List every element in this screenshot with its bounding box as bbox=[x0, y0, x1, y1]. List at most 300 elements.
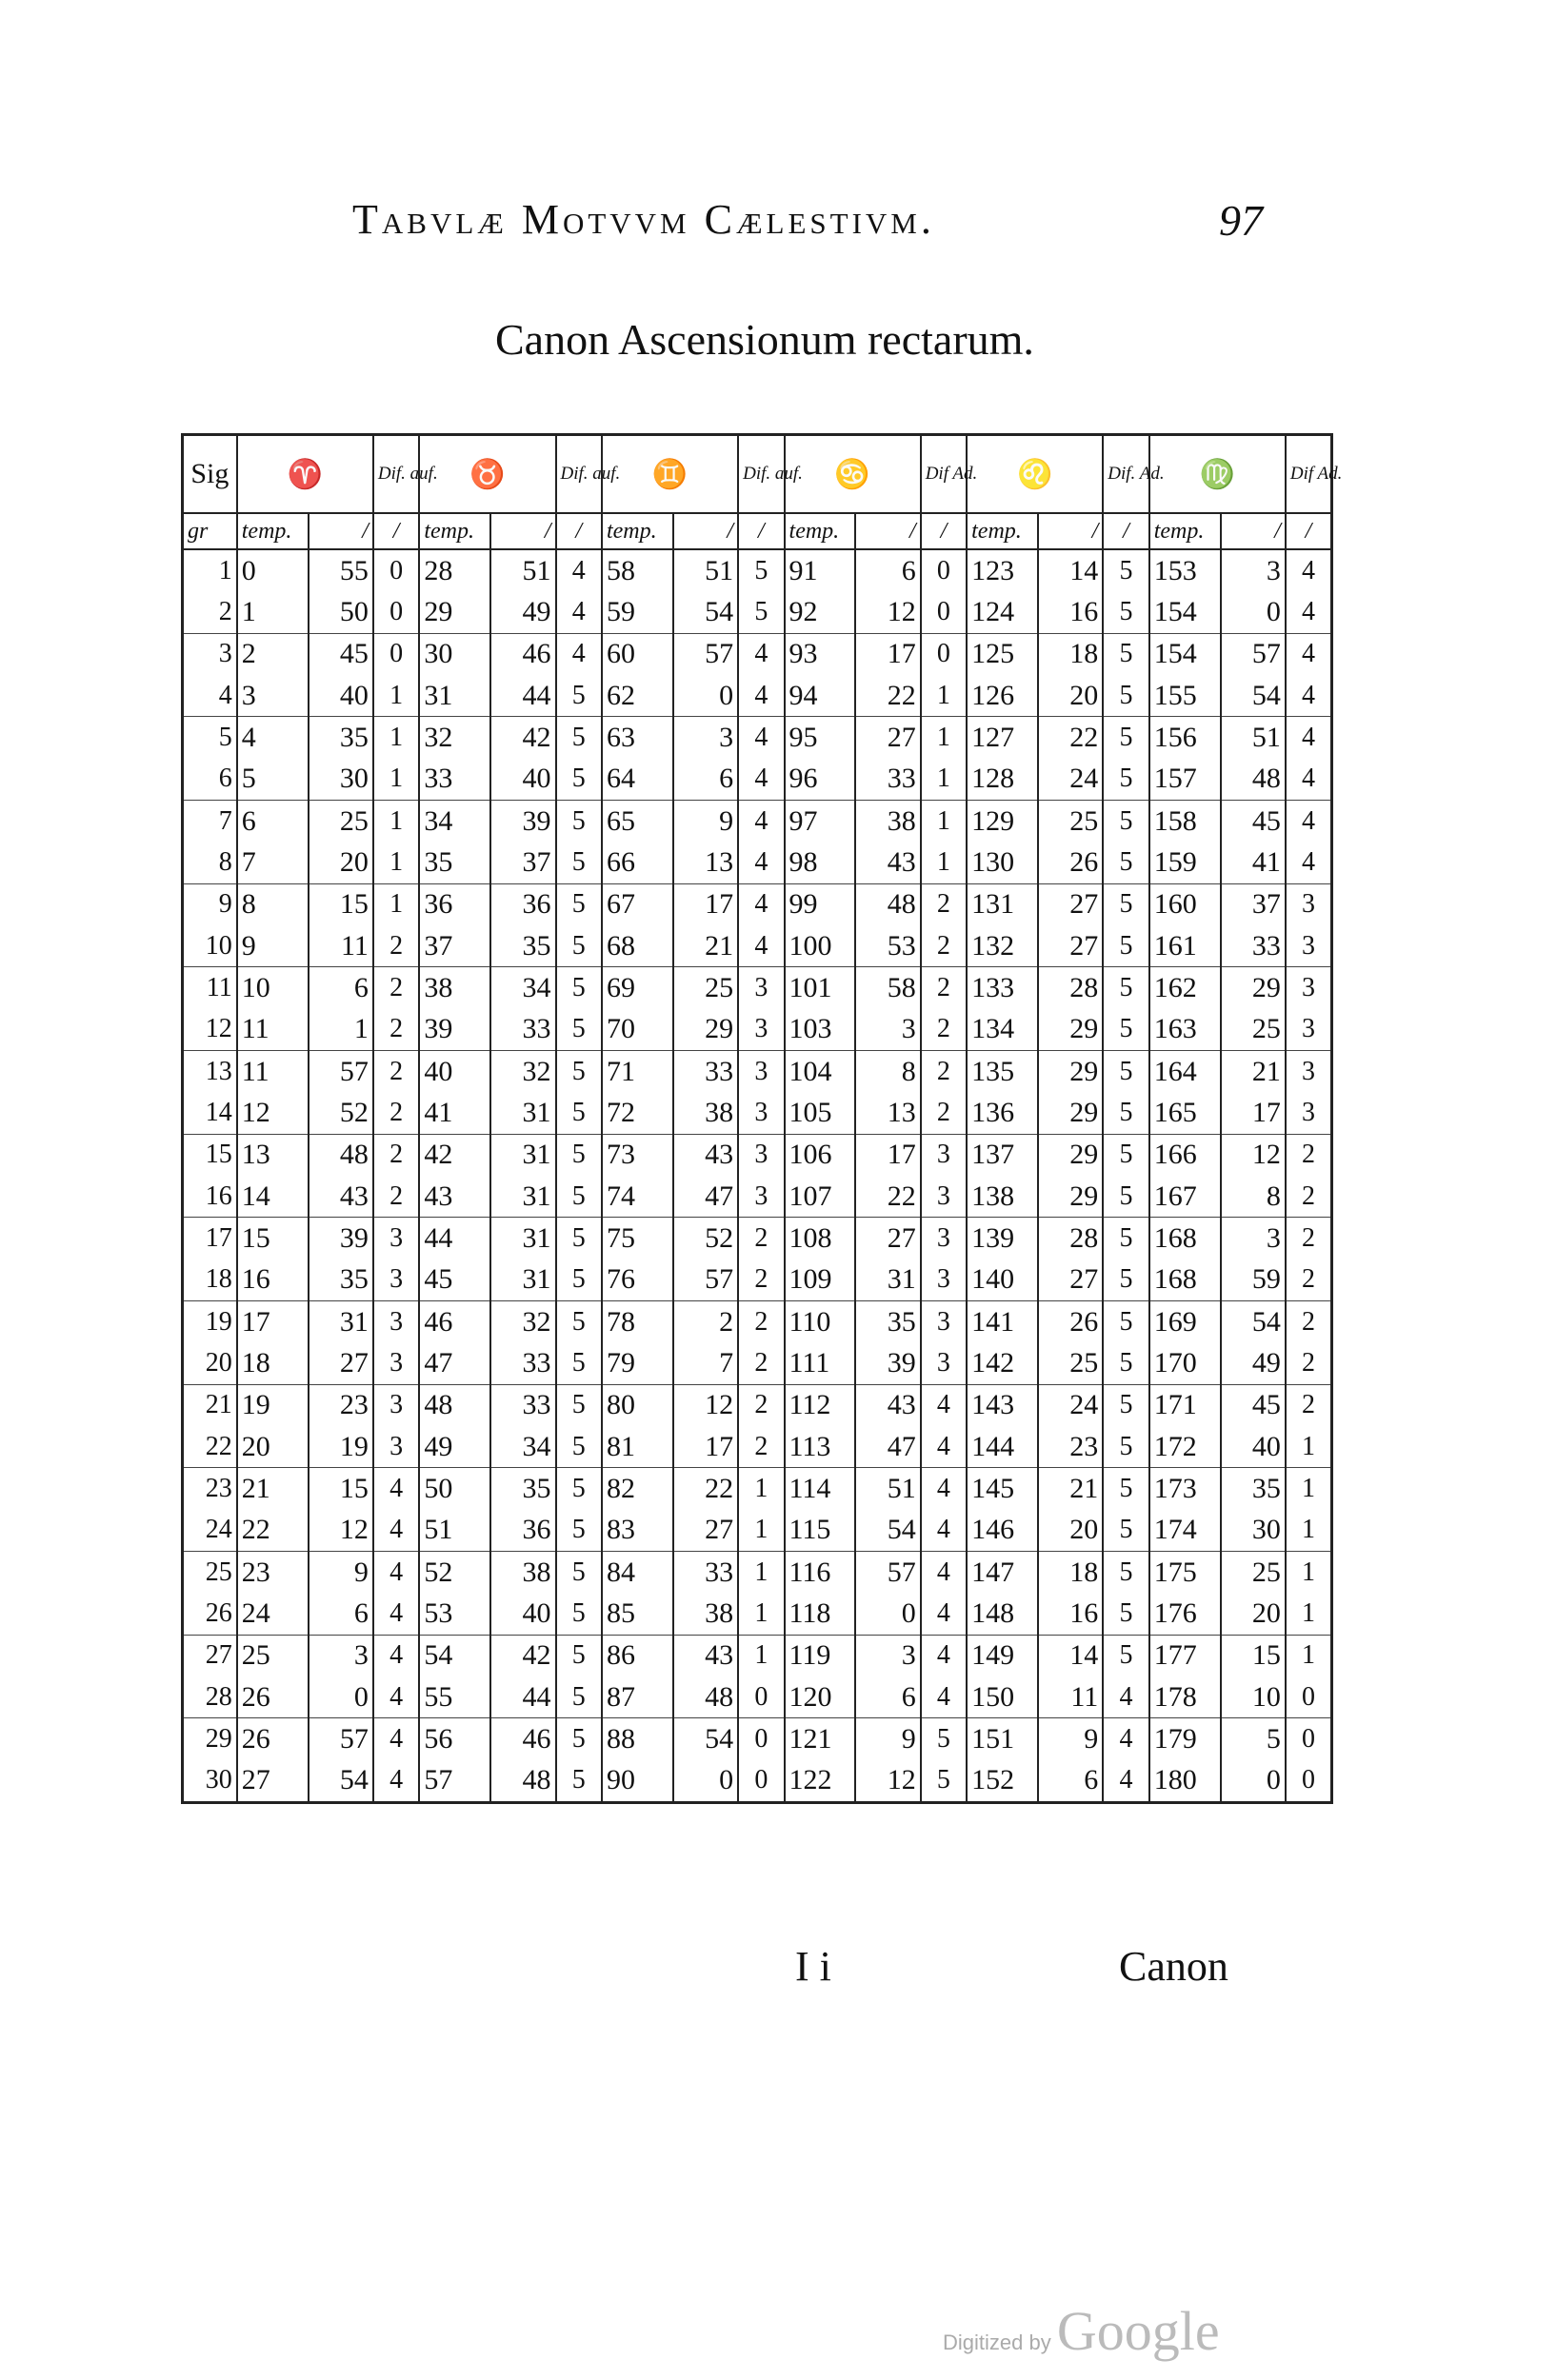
temp-minutes-cell: 35 bbox=[490, 1468, 555, 1510]
temp-minutes-cell: 52 bbox=[673, 1218, 738, 1259]
temp-minutes-cell: 23 bbox=[1038, 1426, 1103, 1468]
temp-degrees-cell: 160 bbox=[1149, 883, 1221, 925]
temp-degrees-cell: 8 bbox=[237, 883, 309, 925]
temp-minutes-cell: 38 bbox=[673, 1092, 738, 1134]
temp-degrees-cell: 99 bbox=[785, 883, 856, 925]
difference-cell: 5 bbox=[1103, 1551, 1148, 1593]
temp-minutes-cell: 34 bbox=[490, 1426, 555, 1468]
temp-minutes-cell: 3 bbox=[1221, 549, 1286, 591]
difference-cell: 1 bbox=[1286, 1551, 1332, 1593]
temp-minutes-cell: 17 bbox=[855, 633, 920, 675]
difference-cell: 1 bbox=[738, 1468, 784, 1510]
temp-minutes-cell: 9 bbox=[855, 1718, 920, 1760]
difference-cell: 0 bbox=[921, 591, 967, 633]
min-subheader: / bbox=[673, 513, 738, 549]
difference-cell: 5 bbox=[1103, 1259, 1148, 1301]
difference-cell: 5 bbox=[921, 1718, 967, 1760]
temp-degrees-cell: 74 bbox=[602, 1176, 673, 1218]
temp-degrees-cell: 69 bbox=[602, 967, 673, 1009]
temp-minutes-cell: 21 bbox=[1221, 1050, 1286, 1092]
temp-minutes-cell: 10 bbox=[1221, 1676, 1286, 1718]
temp-minutes-cell: 48 bbox=[1221, 759, 1286, 801]
temp-minutes-cell: 9 bbox=[673, 800, 738, 842]
degree-cell: 27 bbox=[183, 1635, 237, 1676]
temp-degrees-cell: 78 bbox=[602, 1300, 673, 1342]
table-row bbox=[183, 1593, 1332, 1635]
difference-cell: 3 bbox=[921, 1218, 967, 1259]
temp-degrees-cell: 82 bbox=[602, 1468, 673, 1510]
temp-degrees-cell: 81 bbox=[602, 1426, 673, 1468]
temp-degrees-cell: 113 bbox=[785, 1426, 856, 1468]
difference-cell: 3 bbox=[738, 1050, 784, 1092]
temp-degrees-cell: 130 bbox=[967, 842, 1038, 883]
temp-degrees-cell: 13 bbox=[237, 1134, 309, 1176]
temp-minutes-cell: 50 bbox=[309, 591, 373, 633]
temp-minutes-cell: 0 bbox=[309, 1676, 373, 1718]
dif-header-1: Dif. auf. bbox=[373, 435, 419, 514]
dif-header-3: Dif. auf. bbox=[738, 435, 784, 514]
degree-cell: 10 bbox=[183, 925, 237, 967]
difference-cell: 2 bbox=[1286, 1218, 1332, 1259]
difference-cell: 3 bbox=[1286, 925, 1332, 967]
difference-cell: 4 bbox=[921, 1635, 967, 1676]
temp-degrees-cell: 3 bbox=[237, 675, 309, 717]
temp-minutes-cell: 3 bbox=[309, 1635, 373, 1676]
difference-cell: 2 bbox=[921, 967, 967, 1009]
temp-minutes-cell: 17 bbox=[673, 883, 738, 925]
difference-cell: 3 bbox=[1286, 1009, 1332, 1051]
temp-minutes-cell: 41 bbox=[1221, 842, 1286, 883]
temp-minutes-cell: 25 bbox=[1038, 800, 1103, 842]
temp-degrees-cell: 116 bbox=[785, 1551, 856, 1593]
dif-header-4: Dif Ad. bbox=[921, 435, 967, 514]
dif-header-2: Dif. auf. bbox=[556, 435, 602, 514]
difference-cell: 5 bbox=[1103, 1593, 1148, 1635]
degree-cell: 8 bbox=[183, 842, 237, 883]
difference-cell: 2 bbox=[373, 1009, 419, 1051]
temp-minutes-cell: 22 bbox=[855, 1176, 920, 1218]
difference-cell: 4 bbox=[556, 591, 602, 633]
difference-cell: 1 bbox=[921, 675, 967, 717]
temp-degrees-cell: 111 bbox=[785, 1342, 856, 1384]
temp-degrees-cell: 159 bbox=[1149, 842, 1221, 883]
difference-cell: 5 bbox=[1103, 1510, 1148, 1552]
temp-minutes-cell: 31 bbox=[490, 1134, 555, 1176]
difference-cell: 2 bbox=[738, 1259, 784, 1301]
temp-degrees-cell: 97 bbox=[785, 800, 856, 842]
difference-cell: 4 bbox=[921, 1426, 967, 1468]
temp-minutes-cell: 0 bbox=[855, 1593, 920, 1635]
temp-degrees-cell: 43 bbox=[419, 1176, 490, 1218]
temp-minutes-cell: 40 bbox=[1221, 1426, 1286, 1468]
difference-cell: 4 bbox=[1103, 1676, 1148, 1718]
temp-minutes-cell: 31 bbox=[490, 1176, 555, 1218]
difference-cell: 0 bbox=[738, 1760, 784, 1803]
table-row bbox=[183, 1468, 1332, 1510]
sign-header-1: ♈ bbox=[237, 435, 373, 514]
temp-minutes-cell: 6 bbox=[309, 1593, 373, 1635]
difference-cell: 5 bbox=[1103, 591, 1148, 633]
difference-cell: 5 bbox=[556, 883, 602, 925]
table-row bbox=[183, 549, 1332, 591]
temp-degrees-cell: 24 bbox=[237, 1593, 309, 1635]
sign-header-2: ♉ bbox=[419, 435, 555, 514]
temp-degrees-cell: 96 bbox=[785, 759, 856, 801]
difference-cell: 4 bbox=[921, 1551, 967, 1593]
temp-degrees-cell: 172 bbox=[1149, 1426, 1221, 1468]
temp-minutes-cell: 12 bbox=[1221, 1134, 1286, 1176]
difference-cell: 1 bbox=[1286, 1426, 1332, 1468]
difference-cell: 4 bbox=[373, 1760, 419, 1803]
temp-degrees-cell: 146 bbox=[967, 1510, 1038, 1552]
table-body bbox=[183, 549, 1332, 1803]
temp-degrees-cell: 148 bbox=[967, 1593, 1038, 1635]
table-row bbox=[183, 842, 1332, 883]
temp-degrees-cell: 22 bbox=[237, 1510, 309, 1552]
temp-degrees-cell: 156 bbox=[1149, 717, 1221, 759]
temp-degrees-cell: 168 bbox=[1149, 1218, 1221, 1259]
temp-minutes-cell: 25 bbox=[309, 800, 373, 842]
difference-cell: 2 bbox=[738, 1342, 784, 1384]
difference-cell: 5 bbox=[1103, 759, 1148, 801]
degree-cell: 29 bbox=[183, 1718, 237, 1760]
temp-degrees-cell: 39 bbox=[419, 1009, 490, 1051]
temp-degrees-cell: 5 bbox=[237, 759, 309, 801]
difference-cell: 0 bbox=[921, 633, 967, 675]
difference-cell: 2 bbox=[373, 1092, 419, 1134]
table-row bbox=[183, 1218, 1332, 1259]
page-number: 97 bbox=[1219, 196, 1263, 245]
temp-minutes-cell: 16 bbox=[1038, 1593, 1103, 1635]
difference-cell: 4 bbox=[1286, 675, 1332, 717]
difference-cell: 5 bbox=[556, 1384, 602, 1426]
temp-degrees-cell: 86 bbox=[602, 1635, 673, 1676]
difference-cell: 3 bbox=[373, 1342, 419, 1384]
degree-cell: 19 bbox=[183, 1300, 237, 1342]
difference-cell: 4 bbox=[1103, 1760, 1148, 1803]
difference-cell: 4 bbox=[1286, 591, 1332, 633]
temp-degrees-cell: 38 bbox=[419, 967, 490, 1009]
difference-cell: 4 bbox=[921, 1384, 967, 1426]
temp-degrees-cell: 65 bbox=[602, 800, 673, 842]
temp-degrees-cell: 48 bbox=[419, 1384, 490, 1426]
table-row bbox=[183, 967, 1332, 1009]
difference-cell: 1 bbox=[738, 1510, 784, 1552]
temp-minutes-cell: 35 bbox=[309, 717, 373, 759]
degree-cell: 23 bbox=[183, 1468, 237, 1510]
temp-minutes-cell: 33 bbox=[490, 1342, 555, 1384]
difference-cell: 4 bbox=[1286, 717, 1332, 759]
temp-minutes-cell: 33 bbox=[490, 1009, 555, 1051]
temp-degrees-cell: 131 bbox=[967, 883, 1038, 925]
difference-cell: 4 bbox=[373, 1676, 419, 1718]
difference-cell: 1 bbox=[373, 883, 419, 925]
table-row bbox=[183, 1050, 1332, 1092]
dif-subheader: / bbox=[1103, 513, 1148, 549]
temp-minutes-cell: 27 bbox=[855, 1218, 920, 1259]
temp-degrees-cell: 105 bbox=[785, 1092, 856, 1134]
temp-degrees-cell: 128 bbox=[967, 759, 1038, 801]
temp-minutes-cell: 17 bbox=[673, 1426, 738, 1468]
temp-degrees-cell: 129 bbox=[967, 800, 1038, 842]
temp-minutes-cell: 33 bbox=[673, 1050, 738, 1092]
temp-minutes-cell: 22 bbox=[855, 675, 920, 717]
temp-minutes-cell: 29 bbox=[1038, 1050, 1103, 1092]
degree-cell: 28 bbox=[183, 1676, 237, 1718]
difference-cell: 2 bbox=[921, 1009, 967, 1051]
sign-header-4: ♋ bbox=[785, 435, 921, 514]
temp-minutes-cell: 44 bbox=[490, 675, 555, 717]
temp-minutes-cell: 36 bbox=[490, 883, 555, 925]
temp-degrees-cell: 36 bbox=[419, 883, 490, 925]
temp-degrees-cell: 177 bbox=[1149, 1635, 1221, 1676]
temp-minutes-cell: 17 bbox=[855, 1134, 920, 1176]
temp-minutes-cell: 51 bbox=[855, 1468, 920, 1510]
temp-minutes-cell: 54 bbox=[1221, 675, 1286, 717]
difference-cell: 0 bbox=[373, 549, 419, 591]
temp-degrees-cell: 145 bbox=[967, 1468, 1038, 1510]
difference-cell: 3 bbox=[738, 1134, 784, 1176]
temp-degrees-cell: 56 bbox=[419, 1718, 490, 1760]
temp-degrees-cell: 155 bbox=[1149, 675, 1221, 717]
running-head: Tabvlæ Motvvm Cælestivm. bbox=[352, 196, 935, 243]
temp-minutes-cell: 27 bbox=[855, 717, 920, 759]
temp-minutes-cell: 8 bbox=[1221, 1176, 1286, 1218]
temp-degrees-cell: 142 bbox=[967, 1342, 1038, 1384]
degree-cell: 17 bbox=[183, 1218, 237, 1259]
difference-cell: 5 bbox=[556, 1259, 602, 1301]
temp-degrees-cell: 124 bbox=[967, 591, 1038, 633]
difference-cell: 4 bbox=[1286, 633, 1332, 675]
temp-subheader: temp. bbox=[237, 513, 309, 549]
difference-cell: 2 bbox=[1286, 1134, 1332, 1176]
temp-degrees-cell: 110 bbox=[785, 1300, 856, 1342]
table-row bbox=[183, 1426, 1332, 1468]
temp-minutes-cell: 25 bbox=[1221, 1551, 1286, 1593]
temp-minutes-cell: 26 bbox=[1038, 842, 1103, 883]
temp-degrees-cell: 180 bbox=[1149, 1760, 1221, 1803]
temp-minutes-cell: 54 bbox=[673, 591, 738, 633]
difference-cell: 3 bbox=[921, 1134, 967, 1176]
dif-subheader: / bbox=[373, 513, 419, 549]
difference-cell: 2 bbox=[373, 1050, 419, 1092]
temp-degrees-cell: 60 bbox=[602, 633, 673, 675]
difference-cell: 3 bbox=[373, 1384, 419, 1426]
temp-degrees-cell: 57 bbox=[419, 1760, 490, 1803]
temp-minutes-cell: 20 bbox=[309, 842, 373, 883]
difference-cell: 1 bbox=[373, 717, 419, 759]
temp-degrees-cell: 121 bbox=[785, 1718, 856, 1760]
difference-cell: 3 bbox=[373, 1300, 419, 1342]
difference-cell: 5 bbox=[1103, 1176, 1148, 1218]
difference-cell: 4 bbox=[373, 1593, 419, 1635]
temp-minutes-cell: 31 bbox=[490, 1092, 555, 1134]
temp-minutes-cell: 38 bbox=[490, 1551, 555, 1593]
temp-degrees-cell: 73 bbox=[602, 1134, 673, 1176]
temp-minutes-cell: 42 bbox=[490, 717, 555, 759]
temp-degrees-cell: 125 bbox=[967, 633, 1038, 675]
difference-cell: 1 bbox=[373, 842, 419, 883]
difference-cell: 5 bbox=[738, 549, 784, 591]
temp-minutes-cell: 57 bbox=[1221, 633, 1286, 675]
temp-degrees-cell: 154 bbox=[1149, 591, 1221, 633]
degree-cell: 18 bbox=[183, 1259, 237, 1301]
temp-minutes-cell: 21 bbox=[1038, 1468, 1103, 1510]
difference-cell: 2 bbox=[373, 1134, 419, 1176]
difference-cell: 5 bbox=[1103, 925, 1148, 967]
temp-degrees-cell: 166 bbox=[1149, 1134, 1221, 1176]
temp-degrees-cell: 168 bbox=[1149, 1259, 1221, 1301]
difference-cell: 5 bbox=[556, 1300, 602, 1342]
temp-minutes-cell: 45 bbox=[309, 633, 373, 675]
difference-cell: 3 bbox=[738, 967, 784, 1009]
difference-cell: 2 bbox=[738, 1300, 784, 1342]
difference-cell: 5 bbox=[1103, 633, 1148, 675]
difference-cell: 4 bbox=[1286, 800, 1332, 842]
sig-header: Sig bbox=[183, 435, 237, 514]
temp-minutes-cell: 3 bbox=[673, 717, 738, 759]
temp-degrees-cell: 132 bbox=[967, 925, 1038, 967]
temp-minutes-cell: 18 bbox=[1038, 633, 1103, 675]
difference-cell: 5 bbox=[1103, 1050, 1148, 1092]
difference-cell: 5 bbox=[556, 1551, 602, 1593]
degree-cell: 25 bbox=[183, 1551, 237, 1593]
temp-degrees-cell: 144 bbox=[967, 1426, 1038, 1468]
temp-degrees-cell: 165 bbox=[1149, 1092, 1221, 1134]
temp-degrees-cell: 95 bbox=[785, 717, 856, 759]
table-row bbox=[183, 1009, 1332, 1051]
temp-degrees-cell: 44 bbox=[419, 1218, 490, 1259]
difference-cell: 5 bbox=[1103, 1342, 1148, 1384]
temp-degrees-cell: 34 bbox=[419, 800, 490, 842]
difference-cell: 4 bbox=[738, 800, 784, 842]
temp-minutes-cell: 51 bbox=[490, 549, 555, 591]
difference-cell: 5 bbox=[556, 1635, 602, 1676]
difference-cell: 0 bbox=[1286, 1676, 1332, 1718]
degree-cell: 30 bbox=[183, 1760, 237, 1803]
temp-degrees-cell: 70 bbox=[602, 1009, 673, 1051]
difference-cell: 5 bbox=[1103, 1635, 1148, 1676]
difference-cell: 0 bbox=[373, 633, 419, 675]
temp-minutes-cell: 54 bbox=[673, 1718, 738, 1760]
temp-minutes-cell: 46 bbox=[490, 633, 555, 675]
difference-cell: 5 bbox=[1103, 549, 1148, 591]
temp-minutes-cell: 3 bbox=[855, 1009, 920, 1051]
temp-degrees-cell: 68 bbox=[602, 925, 673, 967]
temp-degrees-cell: 79 bbox=[602, 1342, 673, 1384]
difference-cell: 5 bbox=[556, 1760, 602, 1803]
temp-degrees-cell: 157 bbox=[1149, 759, 1221, 801]
table-row bbox=[183, 675, 1332, 717]
temp-minutes-cell: 25 bbox=[673, 967, 738, 1009]
degree-cell: 24 bbox=[183, 1510, 237, 1552]
temp-degrees-cell: 55 bbox=[419, 1676, 490, 1718]
temp-degrees-cell: 178 bbox=[1149, 1676, 1221, 1718]
difference-cell: 0 bbox=[738, 1718, 784, 1760]
difference-cell: 4 bbox=[738, 717, 784, 759]
temp-degrees-cell: 80 bbox=[602, 1384, 673, 1426]
difference-cell: 2 bbox=[921, 883, 967, 925]
temp-minutes-cell: 47 bbox=[855, 1426, 920, 1468]
temp-minutes-cell: 51 bbox=[1221, 717, 1286, 759]
temp-minutes-cell: 6 bbox=[855, 549, 920, 591]
sign-header-3: ♊ bbox=[602, 435, 738, 514]
temp-degrees-cell: 49 bbox=[419, 1426, 490, 1468]
difference-cell: 4 bbox=[1286, 549, 1332, 591]
difference-cell: 5 bbox=[1103, 842, 1148, 883]
difference-cell: 4 bbox=[373, 1635, 419, 1676]
difference-cell: 5 bbox=[556, 1218, 602, 1259]
temp-minutes-cell: 28 bbox=[1038, 1218, 1103, 1259]
temp-subheader: temp. bbox=[1149, 513, 1221, 549]
temp-degrees-cell: 18 bbox=[237, 1342, 309, 1384]
temp-minutes-cell: 55 bbox=[309, 549, 373, 591]
temp-degrees-cell: 46 bbox=[419, 1300, 490, 1342]
difference-cell: 0 bbox=[1286, 1760, 1332, 1803]
temp-minutes-cell: 27 bbox=[1038, 883, 1103, 925]
temp-degrees-cell: 109 bbox=[785, 1259, 856, 1301]
temp-subheader: temp. bbox=[419, 513, 490, 549]
difference-cell: 3 bbox=[921, 1259, 967, 1301]
temp-minutes-cell: 54 bbox=[309, 1760, 373, 1803]
temp-minutes-cell: 52 bbox=[309, 1092, 373, 1134]
temp-minutes-cell: 25 bbox=[1221, 1009, 1286, 1051]
temp-degrees-cell: 141 bbox=[967, 1300, 1038, 1342]
temp-minutes-cell: 40 bbox=[490, 1593, 555, 1635]
difference-cell: 1 bbox=[921, 800, 967, 842]
google-logo: Google bbox=[1056, 2300, 1220, 2362]
temp-minutes-cell: 33 bbox=[855, 759, 920, 801]
temp-degrees-cell: 17 bbox=[237, 1300, 309, 1342]
temp-minutes-cell: 39 bbox=[490, 800, 555, 842]
temp-minutes-cell: 35 bbox=[309, 1259, 373, 1301]
temp-degrees-cell: 54 bbox=[419, 1635, 490, 1676]
degree-cell: 14 bbox=[183, 1092, 237, 1134]
table-row bbox=[183, 1176, 1332, 1218]
temp-degrees-cell: 35 bbox=[419, 842, 490, 883]
temp-degrees-cell: 76 bbox=[602, 1259, 673, 1301]
temp-minutes-cell: 29 bbox=[1038, 1009, 1103, 1051]
temp-minutes-cell: 6 bbox=[1038, 1760, 1103, 1803]
temp-degrees-cell: 63 bbox=[602, 717, 673, 759]
difference-cell: 4 bbox=[921, 1510, 967, 1552]
difference-cell: 5 bbox=[556, 967, 602, 1009]
difference-cell: 5 bbox=[1103, 1134, 1148, 1176]
table-row bbox=[183, 1551, 1332, 1593]
degree-cell: 26 bbox=[183, 1593, 237, 1635]
temp-minutes-cell: 35 bbox=[1221, 1468, 1286, 1510]
degree-cell: 12 bbox=[183, 1009, 237, 1051]
difference-cell: 5 bbox=[556, 800, 602, 842]
temp-degrees-cell: 4 bbox=[237, 717, 309, 759]
difference-cell: 4 bbox=[373, 1551, 419, 1593]
difference-cell: 5 bbox=[556, 1718, 602, 1760]
table-row bbox=[183, 883, 1332, 925]
temp-minutes-cell: 7 bbox=[673, 1342, 738, 1384]
temp-minutes-cell: 12 bbox=[855, 1760, 920, 1803]
temp-minutes-cell: 0 bbox=[1221, 591, 1286, 633]
temp-degrees-cell: 87 bbox=[602, 1676, 673, 1718]
temp-degrees-cell: 32 bbox=[419, 717, 490, 759]
table-row bbox=[183, 1259, 1332, 1301]
temp-degrees-cell: 137 bbox=[967, 1134, 1038, 1176]
table-row bbox=[183, 1300, 1332, 1342]
temp-minutes-cell: 58 bbox=[855, 967, 920, 1009]
temp-degrees-cell: 45 bbox=[419, 1259, 490, 1301]
temp-degrees-cell: 134 bbox=[967, 1009, 1038, 1051]
temp-minutes-cell: 44 bbox=[490, 1676, 555, 1718]
difference-cell: 2 bbox=[738, 1426, 784, 1468]
